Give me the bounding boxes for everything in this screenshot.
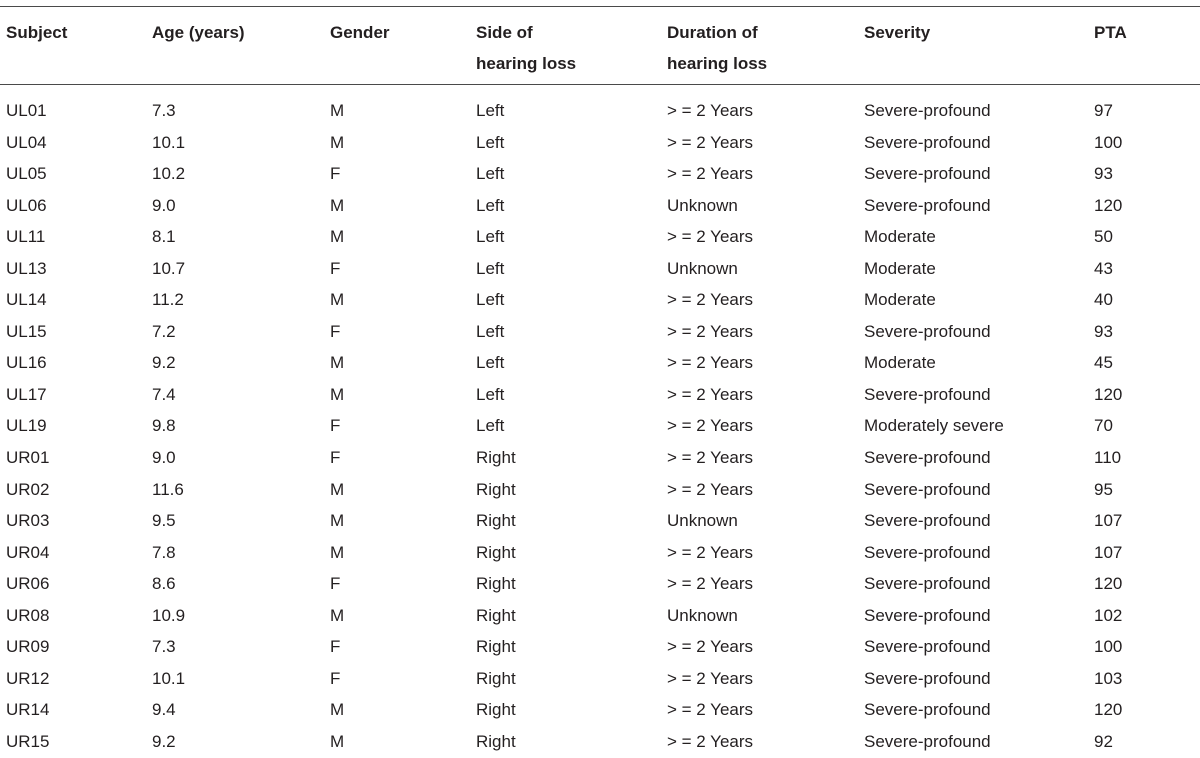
- table-row: [0, 726, 1200, 758]
- cell-age: 7.2: [152, 321, 176, 341]
- cell-gender: M: [330, 542, 345, 562]
- cell-side: Right: [476, 448, 516, 468]
- header-side-line1: Side of: [476, 23, 533, 42]
- table-row: [0, 347, 1200, 379]
- cell-side: Left: [476, 321, 505, 341]
- cell-gender: F: [330, 574, 341, 594]
- cell-gender: F: [330, 258, 341, 278]
- cell-pta: 40: [1094, 290, 1113, 310]
- table-row: [0, 158, 1200, 190]
- cell-severity: Severe-profound: [864, 605, 991, 625]
- cell-duration: > = 2 Years: [667, 700, 754, 720]
- cell-duration: > = 2 Years: [667, 164, 754, 184]
- table-row: [0, 95, 1200, 127]
- cell-subject: UL13: [6, 258, 47, 278]
- cell-side: Left: [476, 164, 505, 184]
- cell-age: 9.8: [152, 416, 176, 436]
- cell-severity: Moderate: [864, 227, 936, 247]
- cell-age: 8.1: [152, 227, 176, 247]
- table-row: [0, 284, 1200, 316]
- table-row: [0, 568, 1200, 600]
- table-row: [0, 410, 1200, 442]
- cell-age: 9.4: [152, 700, 176, 720]
- cell-pta: 120: [1094, 384, 1123, 404]
- cell-side: Left: [476, 416, 505, 436]
- cell-pta: 95: [1094, 479, 1113, 499]
- cell-side: Left: [476, 101, 505, 120]
- cell-gender: M: [330, 479, 345, 499]
- cell-side: Left: [476, 258, 505, 278]
- header-side-line2: hearing loss: [476, 54, 577, 73]
- cell-pta: 120: [1094, 700, 1123, 720]
- cell-duration: > = 2 Years: [667, 637, 754, 657]
- cell-subject: UL05: [6, 164, 47, 184]
- cell-gender: F: [330, 448, 341, 468]
- cell-gender: M: [330, 290, 345, 310]
- cell-subject: UR15: [6, 731, 50, 751]
- cell-gender: F: [330, 321, 341, 341]
- cell-severity: Severe-profound: [864, 668, 991, 688]
- table-row: [0, 316, 1200, 348]
- table-row: [0, 190, 1200, 222]
- cell-pta: 97: [1094, 101, 1113, 120]
- table-row: [0, 537, 1200, 569]
- cell-subject: UL11: [6, 227, 46, 247]
- cell-age: 7.8: [152, 542, 176, 562]
- cell-severity: Severe-profound: [864, 448, 991, 468]
- header-severity-line1: Severity: [864, 23, 931, 42]
- cell-pta: 93: [1094, 164, 1113, 184]
- header-duration-line2: hearing loss: [667, 54, 768, 73]
- cell-severity: Severe-profound: [864, 384, 991, 404]
- cell-pta: 70: [1094, 416, 1113, 436]
- cell-side: Right: [476, 542, 516, 562]
- header-duration-line1: Duration of: [667, 23, 758, 42]
- cell-age: 11.6: [152, 479, 184, 499]
- cell-duration: Unknown: [667, 195, 738, 215]
- cell-duration: > = 2 Years: [667, 542, 754, 562]
- cell-duration: > = 2 Years: [667, 227, 754, 247]
- header-subject: [6, 17, 67, 48]
- cell-subject: UR06: [6, 574, 50, 594]
- cell-severity: Severe-profound: [864, 479, 991, 499]
- cell-subject: UL06: [6, 195, 47, 215]
- cell-subject: UL16: [6, 353, 47, 373]
- table-header-row: [0, 17, 1200, 79]
- cell-subject: UR04: [6, 542, 50, 562]
- table-row: [0, 663, 1200, 695]
- cell-subject: UR08: [6, 605, 50, 625]
- cell-severity: Severe-profound: [864, 195, 991, 215]
- cell-gender: F: [330, 416, 341, 436]
- cell-side: Right: [476, 511, 516, 531]
- cell-age: 9.5: [152, 511, 176, 531]
- header-duration: [667, 17, 767, 79]
- cell-severity: Severe-profound: [864, 101, 991, 120]
- cell-severity: Severe-profound: [864, 511, 991, 531]
- cell-severity: Severe-profound: [864, 132, 991, 152]
- table-row: [0, 442, 1200, 474]
- cell-severity: Moderate: [864, 258, 936, 278]
- cell-subject: UR12: [6, 668, 50, 688]
- table-row: [0, 600, 1200, 632]
- table-row: [0, 127, 1200, 159]
- cell-severity: Severe-profound: [864, 321, 991, 341]
- cell-subject: UL15: [6, 321, 47, 341]
- cell-side: Left: [476, 132, 505, 152]
- cell-age: 10.9: [152, 605, 186, 625]
- cell-pta: 110: [1094, 448, 1122, 468]
- cell-side: Right: [476, 605, 516, 625]
- table-header-rule: [0, 84, 1200, 85]
- cell-side: Left: [476, 227, 505, 247]
- table-body: [0, 95, 1200, 757]
- cell-subject: UR14: [6, 700, 50, 720]
- table-row: [0, 379, 1200, 411]
- cell-severity: Moderate: [864, 290, 936, 310]
- cell-age: 7.4: [152, 384, 176, 404]
- cell-side: Left: [476, 195, 505, 215]
- header-side: [476, 17, 576, 79]
- cell-duration: > = 2 Years: [667, 668, 754, 688]
- header-pta-line1: PTA: [1094, 23, 1127, 42]
- cell-age: 10.1: [152, 668, 186, 688]
- header-age-line1: Age (years): [152, 23, 245, 42]
- cell-severity: Moderately severe: [864, 416, 1004, 436]
- header-subject-line1: Subject: [6, 23, 68, 42]
- cell-side: Left: [476, 384, 505, 404]
- cell-duration: Unknown: [667, 511, 738, 531]
- cell-side: Left: [476, 290, 505, 310]
- cell-side: Right: [476, 637, 516, 657]
- cell-gender: F: [330, 164, 341, 184]
- cell-side: Right: [476, 731, 516, 751]
- cell-age: 9.2: [152, 353, 176, 373]
- cell-gender: M: [330, 353, 345, 373]
- cell-pta: 100: [1094, 637, 1123, 657]
- cell-pta: 43: [1094, 258, 1113, 278]
- cell-subject: UL14: [6, 290, 47, 310]
- cell-age: 9.0: [152, 195, 176, 215]
- cell-age: 10.1: [152, 132, 186, 152]
- cell-age: 7.3: [152, 101, 176, 120]
- cell-gender: M: [330, 731, 345, 751]
- cell-pta: 50: [1094, 227, 1113, 247]
- cell-duration: > = 2 Years: [667, 101, 754, 120]
- cell-gender: M: [330, 101, 345, 120]
- cell-duration: Unknown: [667, 258, 738, 278]
- cell-age: 9.2: [152, 731, 176, 751]
- cell-pta: 45: [1094, 353, 1113, 373]
- cell-gender: M: [330, 605, 345, 625]
- cell-pta: 120: [1094, 195, 1123, 215]
- cell-duration: > = 2 Years: [667, 416, 754, 436]
- cell-age: 8.6: [152, 574, 176, 594]
- cell-age: 11.2: [152, 290, 184, 310]
- cell-duration: > = 2 Years: [667, 574, 754, 594]
- cell-subject: UL19: [6, 416, 47, 436]
- cell-severity: Severe-profound: [864, 542, 991, 562]
- table-row: [0, 505, 1200, 537]
- cell-gender: M: [330, 384, 345, 404]
- cell-subject: UR03: [6, 511, 50, 531]
- cell-pta: 103: [1094, 668, 1123, 688]
- cell-side: Right: [476, 700, 516, 720]
- cell-severity: Severe-profound: [864, 731, 991, 751]
- cell-severity: Severe-profound: [864, 574, 991, 594]
- cell-severity: Severe-profound: [864, 700, 991, 720]
- cell-gender: M: [330, 195, 345, 215]
- table-row: [0, 694, 1200, 726]
- header-gender-line1: Gender: [330, 23, 390, 42]
- cell-age: 10.7: [152, 258, 186, 278]
- cell-side: Right: [476, 574, 516, 594]
- table-top-rule: [0, 6, 1200, 7]
- cell-pta: 100: [1094, 132, 1123, 152]
- cell-pta: 120: [1094, 574, 1123, 594]
- cell-subject: UR01: [6, 448, 50, 468]
- cell-duration: Unknown: [667, 605, 738, 625]
- header-pta: [1094, 17, 1127, 48]
- header-age: [152, 17, 245, 48]
- cell-subject: UR09: [6, 637, 50, 657]
- cell-age: 9.0: [152, 448, 176, 468]
- cell-gender: F: [330, 637, 341, 657]
- cell-gender: M: [330, 132, 345, 152]
- cell-pta: 102: [1094, 605, 1123, 625]
- cell-subject: UL01: [6, 101, 47, 120]
- cell-age: 10.2: [152, 164, 186, 184]
- cell-gender: M: [330, 227, 345, 247]
- cell-duration: > = 2 Years: [667, 321, 754, 341]
- cell-side: Right: [476, 479, 516, 499]
- cell-severity: Severe-profound: [864, 164, 991, 184]
- cell-duration: > = 2 Years: [667, 132, 754, 152]
- cell-subject: UL17: [6, 384, 47, 404]
- table-row: [0, 631, 1200, 663]
- header-gender: [330, 17, 390, 48]
- cell-pta: 92: [1094, 731, 1113, 751]
- cell-duration: > = 2 Years: [667, 353, 754, 373]
- cell-subject: UR02: [6, 479, 50, 499]
- cell-duration: > = 2 Years: [667, 731, 754, 751]
- cell-duration: > = 2 Years: [667, 448, 754, 468]
- table-row: [0, 253, 1200, 285]
- table-row: [0, 221, 1200, 253]
- cell-gender: M: [330, 511, 345, 531]
- cell-duration: > = 2 Years: [667, 290, 754, 310]
- cell-subject: UL04: [6, 132, 47, 152]
- cell-duration: > = 2 Years: [667, 384, 754, 404]
- header-severity: [864, 17, 930, 48]
- cell-pta: 93: [1094, 321, 1113, 341]
- cell-duration: > = 2 Years: [667, 479, 754, 499]
- table-row: [0, 474, 1200, 506]
- cell-gender: M: [330, 700, 345, 720]
- cell-severity: Moderate: [864, 353, 936, 373]
- cell-age: 7.3: [152, 637, 176, 657]
- cell-side: Left: [476, 353, 505, 373]
- cell-gender: F: [330, 668, 341, 688]
- cell-side: Right: [476, 668, 516, 688]
- cell-pta: 107: [1094, 511, 1123, 531]
- cell-pta: 107: [1094, 542, 1123, 562]
- cell-severity: Severe-profound: [864, 637, 991, 657]
